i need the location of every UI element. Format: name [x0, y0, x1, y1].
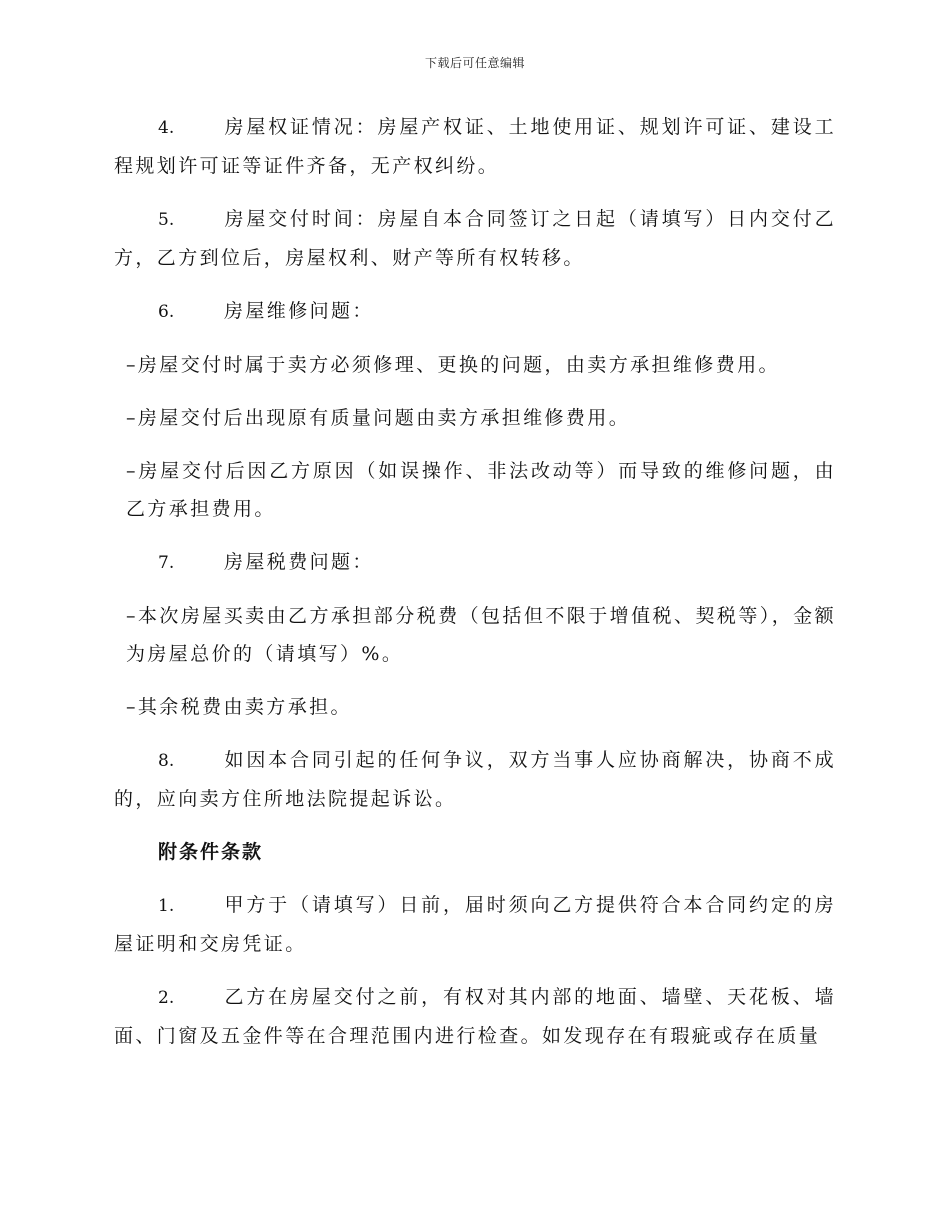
clause-7: [114, 543, 836, 582]
clause-5: [114, 200, 836, 277]
clause-number: 5.: [158, 210, 175, 230]
bullet-item: –房屋交付后因乙方原因（如误操作、非法改动等）而导致的维修问题，由乙方承担费用。: [126, 460, 836, 520]
clause-number: 1.: [158, 896, 175, 916]
section-heading: 附条件条款: [158, 841, 264, 863]
clause-number: 7.: [158, 553, 175, 573]
clause-number: 4.: [158, 118, 175, 138]
bullet-item: –房屋交付时属于卖方必须修理、更换的问题，由卖方承担维修费用。: [126, 354, 780, 376]
clause-text: 如因本合同引起的任何争议，双方当事人应协商解决，协商不成的，应向卖方住所地法院提起诉讼。: [114, 749, 836, 810]
document-body: [114, 108, 836, 1070]
condition-clause-1: [114, 886, 836, 963]
page-header: 下载后可任意编辑: [424, 56, 525, 70]
clause-8: [114, 741, 836, 818]
bullet-item: –本次房屋买卖由乙方承担部分税费（包括但不限于增值税、契税等），金额为房屋总价的（请填写）%。: [126, 605, 836, 665]
clause-number: 8.: [158, 751, 175, 771]
bullet-item: –其余税费由卖方承担。: [126, 696, 352, 718]
clause-text: 房屋维修问题：: [224, 300, 374, 322]
bullet-item: –房屋交付后出现原有质量问题由卖方承担维修费用。: [126, 407, 631, 429]
clause-text: 房屋交付时间：房屋自本合同签订之日起（请填写）日内交付乙方，乙方到位后，房屋权利、财产等所有权转移。: [114, 208, 836, 269]
condition-clause-2: [114, 978, 836, 1055]
clause-text: 房屋权证情况：房屋产权证、土地使用证、规划许可证、建设工程规划许可证等证件齐备，无产权纠纷。: [114, 116, 836, 177]
clause-text: 甲方于（请填写）日前，届时须向乙方提供符合本合同约定的房屋证明和交房凭证。: [114, 894, 836, 955]
clause-number: 6.: [158, 302, 175, 322]
clause-text: 房屋税费问题：: [224, 551, 374, 573]
clause-number: 2.: [158, 988, 175, 1008]
clause-text: 乙方在房屋交付之前，有权对其内部的地面、墙壁、天花板、墙面、门窗及五金件等在合理范围内进行检查。如发现存在有瑕疵或存在质量: [114, 986, 836, 1047]
clause-4: [114, 108, 836, 185]
clause-6: [114, 292, 836, 331]
